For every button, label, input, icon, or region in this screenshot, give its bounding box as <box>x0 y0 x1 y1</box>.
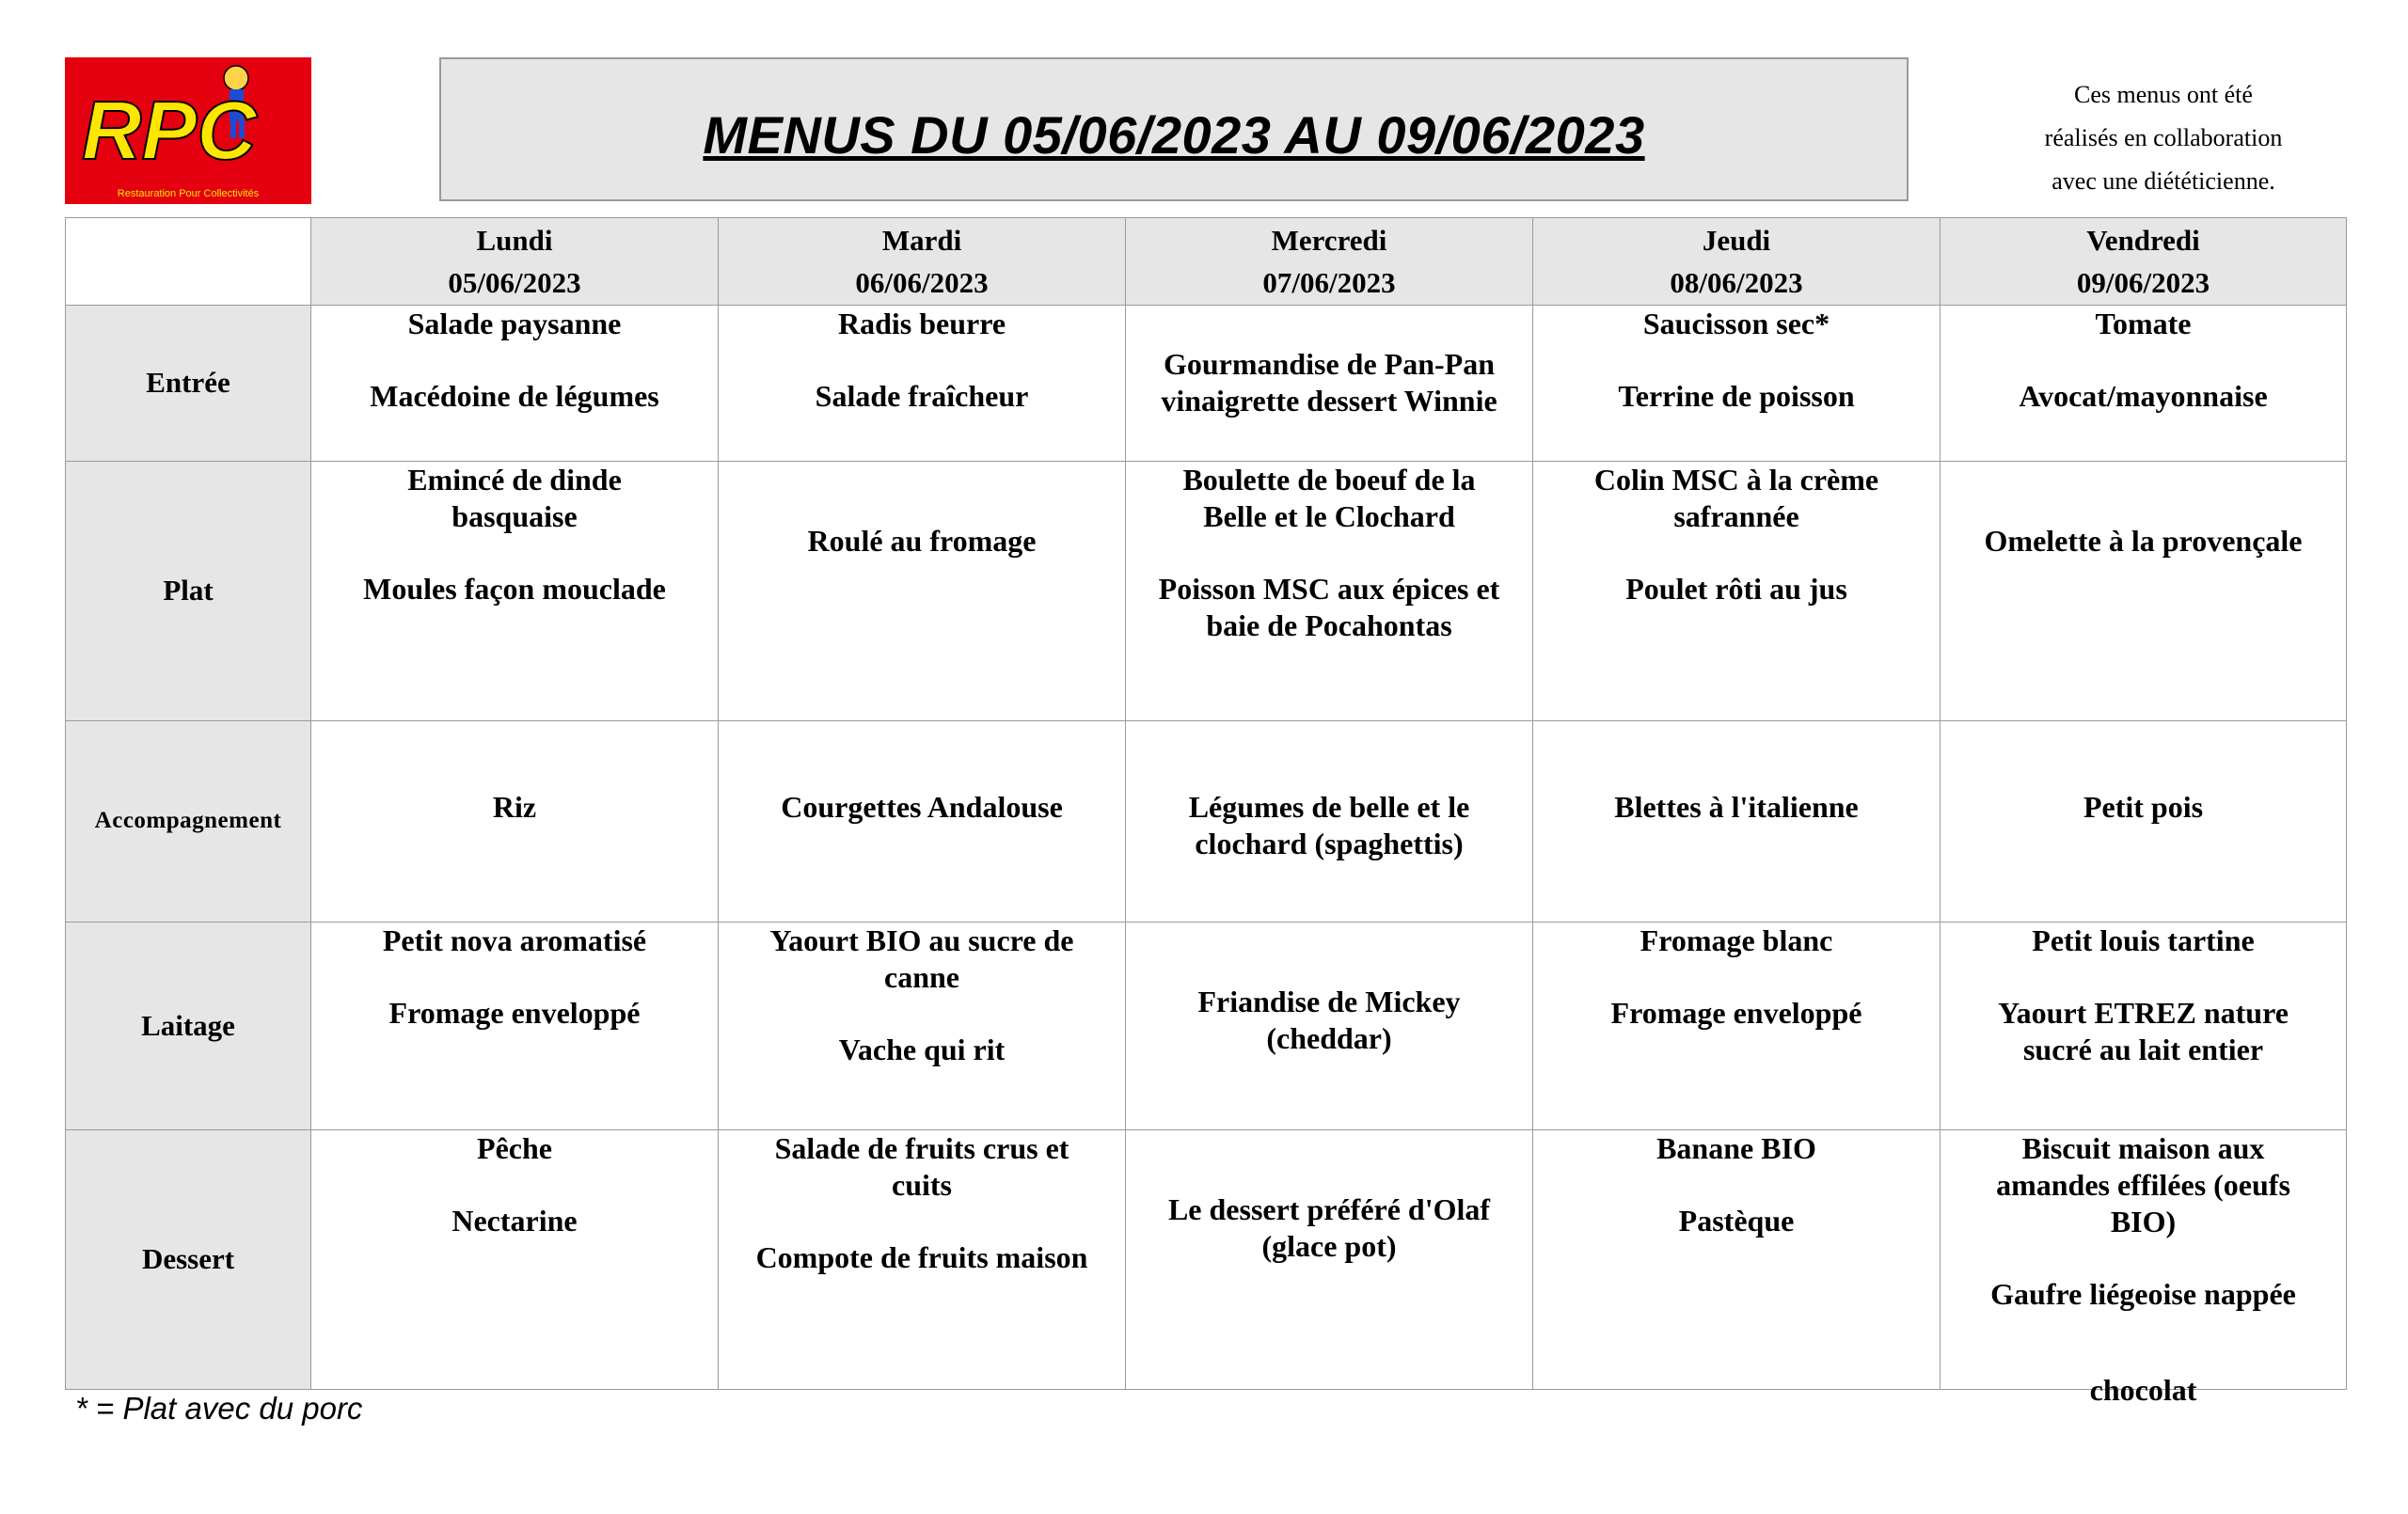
dish-line: Colin MSC à la crème <box>1593 462 1879 497</box>
menu-cell <box>1533 1129 1941 1389</box>
menu-cell <box>719 1129 1126 1389</box>
dish-line: cuits <box>892 1167 952 1202</box>
dish: Fromage enveloppé <box>1610 995 1862 1030</box>
note-line-1: Ces menus ont été <box>2074 81 2253 108</box>
dish: Courgettes Andalouse <box>781 789 1063 824</box>
dish: Compote de fruits maison <box>755 1239 1088 1274</box>
dish: Blettes à l'italienne <box>1614 789 1859 824</box>
row-label-accompagnement: Accompagnement <box>66 720 311 922</box>
day-header-lundi <box>311 218 719 306</box>
menu-cell <box>311 720 719 922</box>
dish-line: Salade de fruits crus et <box>774 1130 1069 1165</box>
dish: Moules façon mouclade <box>363 571 666 606</box>
menu-cell <box>311 306 719 462</box>
dish: Avocat/mayonnaise <box>2019 379 2268 413</box>
row-accompagnement <box>66 720 2347 922</box>
day-name: Mardi <box>881 224 962 257</box>
menu-cell <box>1126 1129 1533 1389</box>
menu-cell <box>1126 720 1533 922</box>
day-header-jeudi <box>1533 218 1941 306</box>
dish-line: baie de Pocahontas <box>1206 607 1452 642</box>
row-label-dessert: Dessert <box>66 1129 311 1389</box>
dish-line: (glace pot) <box>1261 1228 1397 1263</box>
dish-line: Légumes de belle et le <box>1188 789 1470 824</box>
dish-line: Yaourt BIO au sucre de <box>769 923 1074 957</box>
dish-line: Belle et le Clochard <box>1203 498 1455 533</box>
dish: Radis beurre <box>837 307 1006 340</box>
menu-cell <box>719 306 1126 462</box>
dish: Salade fraîcheur <box>815 379 1029 413</box>
dish: Saucisson sec* <box>1642 307 1830 340</box>
day-name: Lundi <box>476 224 553 257</box>
dish-line: vinaigrette dessert Winnie <box>1161 384 1497 418</box>
menu-cell <box>1126 922 1533 1129</box>
dish: Riz <box>492 789 537 824</box>
corner-cell <box>66 218 311 306</box>
rpc-logo-graphic <box>65 57 311 204</box>
day-name: Jeudi <box>1702 224 1771 257</box>
dish-line: Le dessert préféré d'Olaf <box>1167 1191 1491 1226</box>
dish: Petit pois <box>2083 789 2204 824</box>
menu-cell <box>311 1129 719 1389</box>
dish-line: Poisson MSC aux épices et <box>1158 571 1500 606</box>
row-plat <box>66 461 2347 720</box>
dish: Banane BIO <box>1656 1130 1816 1165</box>
menu-cell <box>719 922 1126 1129</box>
footnote: * = Plat avec du porc <box>75 1391 363 1426</box>
day-header-mardi <box>719 218 1126 306</box>
dish: Poulet rôti au jus <box>1625 571 1847 606</box>
day-date: 05/06/2023 <box>448 266 581 299</box>
overflow-text: chocolat <box>2089 1373 2197 1407</box>
dish: Petit nova aromatisé <box>382 923 647 957</box>
menu-cell <box>1533 720 1941 922</box>
day-name: Mercredi <box>1271 224 1387 257</box>
day-date: 09/06/2023 <box>2076 266 2210 299</box>
dish-line: Gaufre liégeoise nappée <box>1990 1276 2296 1311</box>
dish-line: amandes effilées (oeufs <box>1996 1167 2290 1202</box>
dish-line: Friandise de Mickey <box>1197 984 1461 1018</box>
dish: Roulé au fromage <box>807 523 1037 558</box>
row-label-laitage: Laitage <box>66 922 311 1129</box>
dish-line: Gourmandise de Pan-Pan <box>1163 347 1496 382</box>
dish: Fromage enveloppé <box>388 995 641 1030</box>
menu-cell <box>1941 922 2347 1129</box>
menu-cell <box>1533 461 1941 720</box>
row-label-entree: Entrée <box>66 306 311 462</box>
menu-cell <box>1533 306 1941 462</box>
dish: Pêche <box>477 1130 552 1165</box>
dish-line: clochard (spaghettis) <box>1195 826 1464 860</box>
note-line-3: avec une diététicienne. <box>2052 167 2275 195</box>
dish: Omelette à la provençale <box>1984 523 2303 558</box>
dish-line: basquaise <box>452 498 578 533</box>
dish: Terrine de poisson <box>1618 379 1855 413</box>
menu-cell <box>1941 1129 2347 1389</box>
dish-line: Biscuit maison aux <box>2021 1130 2265 1165</box>
menu-cell <box>1533 922 1941 1129</box>
menu-cell <box>311 461 719 720</box>
logo-letters: RPC <box>82 84 257 177</box>
row-laitage <box>66 922 2347 1129</box>
menu-cell <box>1126 306 1533 462</box>
day-header-mercredi <box>1126 218 1533 306</box>
dish-line: Boulette de boeuf de la <box>1182 462 1476 497</box>
dish-line: BIO) <box>2110 1204 2177 1238</box>
dish-line: sucré au lait entier <box>2022 1032 2264 1066</box>
day-date: 08/06/2023 <box>1670 266 1803 299</box>
day-name: Vendredi <box>2086 224 2200 257</box>
row-entree <box>66 306 2347 462</box>
dish-line: Yaourt ETREZ nature <box>1998 995 2289 1030</box>
row-label-plat: Plat <box>66 461 311 720</box>
menu-cell <box>311 922 719 1129</box>
dietitian-note <box>1985 73 2342 203</box>
menu-cell <box>1941 720 2347 922</box>
menu-cell <box>719 461 1126 720</box>
menu-cell <box>719 720 1126 922</box>
menu-cell <box>1126 461 1533 720</box>
dish: Nectarine <box>452 1203 578 1238</box>
title-box <box>439 57 1909 201</box>
dish: Petit louis tartine <box>2032 923 2255 957</box>
dish-line: safrannée <box>1673 498 1799 533</box>
page-title: MENUS DU 05/06/2023 AU 09/06/2023 <box>703 105 1645 165</box>
rpc-logo <box>65 57 311 204</box>
note-line-2: réalisés en collaboration <box>2044 124 2283 151</box>
dish: Tomate <box>2095 307 2192 340</box>
dish: Macédoine de légumes <box>370 379 659 413</box>
day-header-vendredi <box>1941 218 2347 306</box>
dish: Salade paysanne <box>407 307 622 340</box>
dish: Vache qui rit <box>838 1032 1006 1066</box>
dish-line: canne <box>884 959 959 994</box>
dish: Pastèque <box>1678 1203 1795 1238</box>
menu-table <box>65 217 2347 1390</box>
dish-line: (cheddar) <box>1266 1020 1392 1055</box>
logo-tagline: Restauration Pour Collectivités <box>117 188 260 199</box>
menu-cell <box>1941 306 2347 462</box>
menu-cell <box>1941 461 2347 720</box>
row-dessert <box>66 1129 2347 1389</box>
day-date: 06/06/2023 <box>855 266 989 299</box>
dish-line: Emincé de dinde <box>407 462 622 497</box>
dish: Fromage blanc <box>1640 923 1833 957</box>
day-date: 07/06/2023 <box>1262 266 1396 299</box>
day-header-row <box>66 218 2347 306</box>
